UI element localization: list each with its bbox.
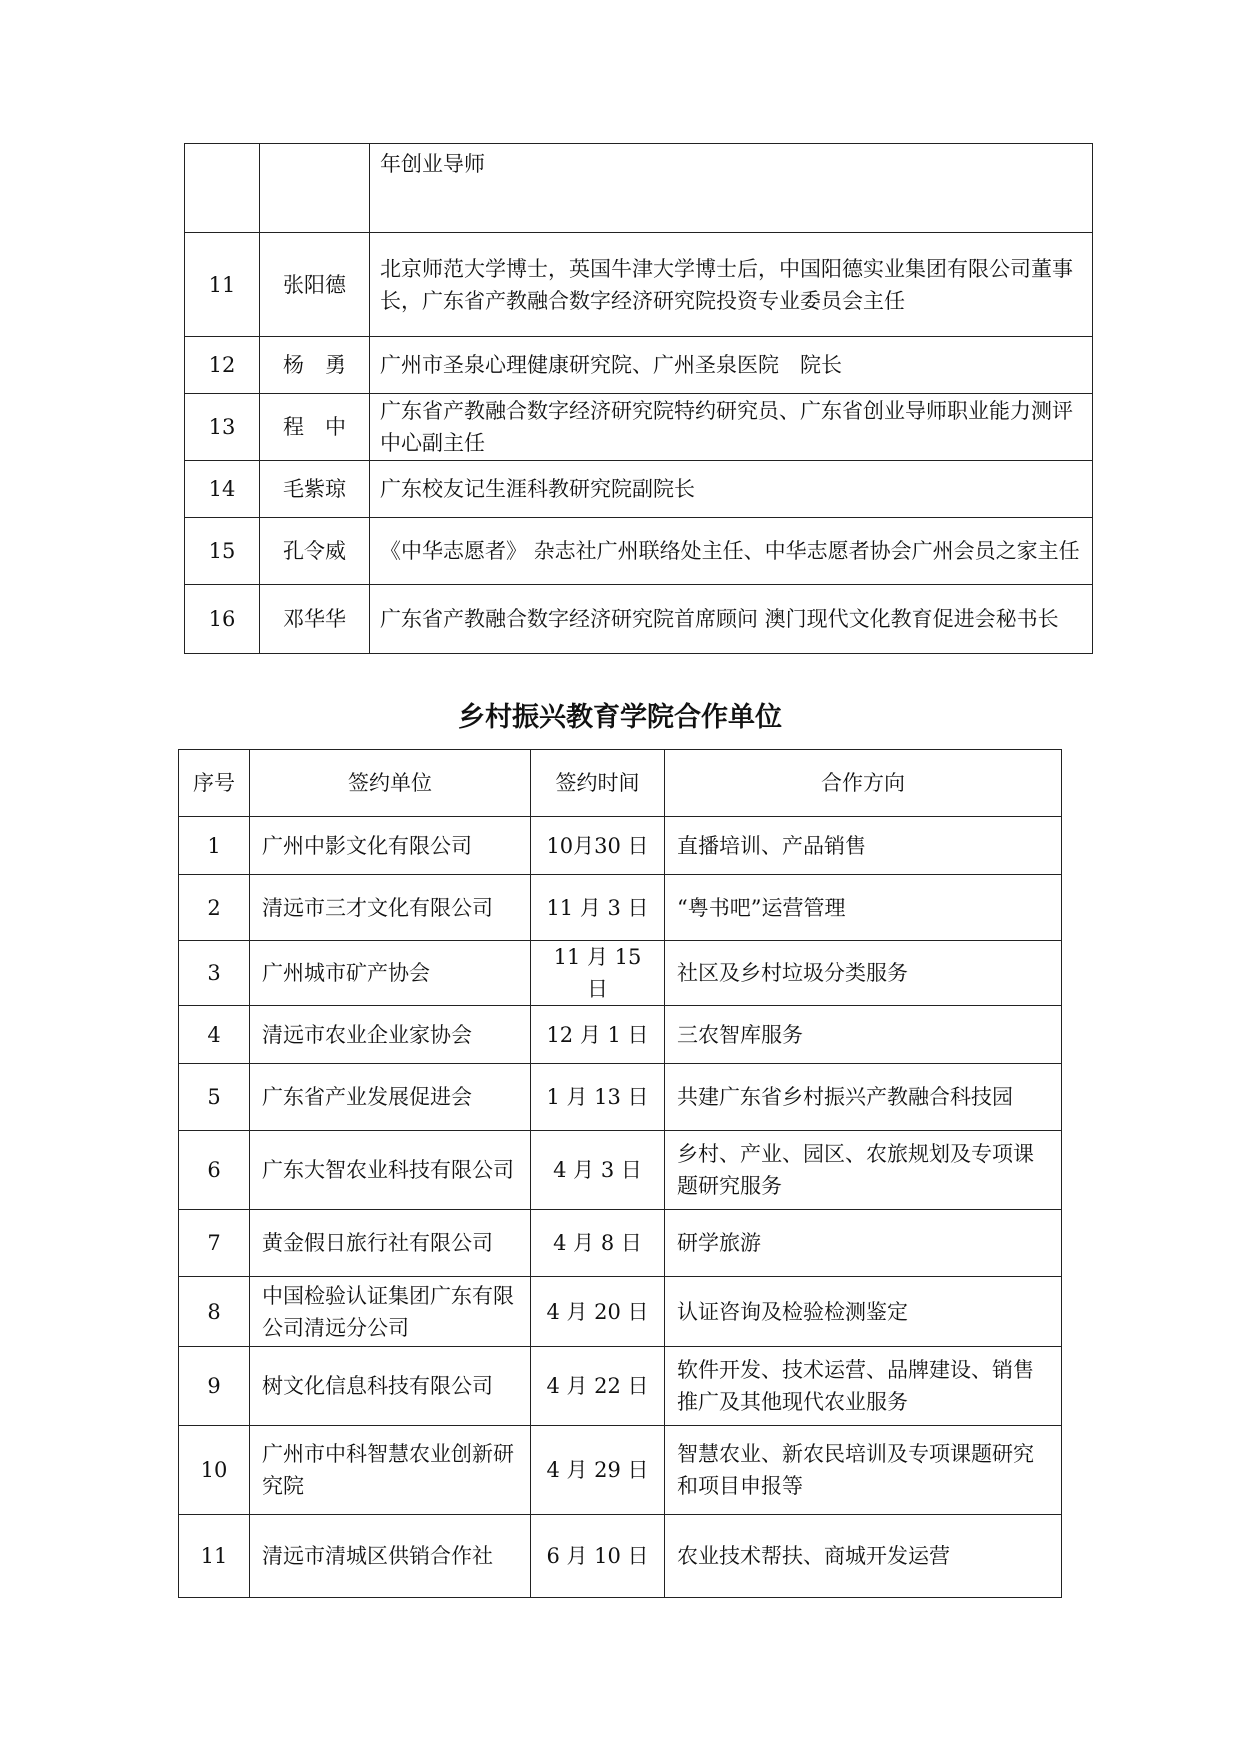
person-description: 北京师范大学博士，英国牛津大学博士后，中国阳德实业集团有限公司董事长，广东省产教融合数字经济研究院投资专业委员会主任 — [370, 233, 1093, 337]
cooperation-direction: 认证咨询及检验检测鉴定 — [665, 1277, 1062, 1347]
table-row — [185, 394, 1093, 461]
sign-date: 1 月 13 日 — [531, 1064, 665, 1131]
cooperation-direction: 社区及乡村垃圾分类服务 — [665, 941, 1062, 1006]
table-row — [185, 337, 1093, 394]
header-row — [179, 750, 1062, 817]
partner-unit: 中国检验认证集团广东有限公司清远分公司 — [250, 1277, 531, 1347]
partner-unit: 树文化信息科技有限公司 — [250, 1347, 531, 1426]
partner-unit: 广州市中科智慧农业创新研究院 — [250, 1426, 531, 1515]
table-row — [185, 144, 1093, 233]
partner-unit: 清远市清城区供销合作社 — [250, 1515, 531, 1598]
table-row — [179, 875, 1062, 941]
person-name: 毛紫琼 — [260, 461, 370, 518]
person-name: 程 中 — [260, 394, 370, 461]
row-number: 9 — [179, 1347, 250, 1426]
person-description: 年创业导师 — [370, 144, 1093, 233]
sign-date: 4 月 22 日 — [531, 1347, 665, 1426]
person-name: 杨 勇 — [260, 337, 370, 394]
row-number: 4 — [179, 1006, 250, 1064]
table-row — [185, 518, 1093, 585]
section-title: 乡村振兴教育学院合作单位 — [458, 702, 782, 733]
row-number: 11 — [179, 1515, 250, 1598]
cooperation-direction: 软件开发、技术运营、品牌建设、销售推广及其他现代农业服务 — [665, 1347, 1062, 1426]
sign-date: 4 月 20 日 — [531, 1277, 665, 1347]
row-number: 3 — [179, 941, 250, 1006]
sign-date: 10月30 日 — [531, 817, 665, 875]
sign-date: 11 月 3 日 — [531, 875, 665, 941]
table-row — [179, 1426, 1062, 1515]
person-description: 广州市圣泉心理健康研究院、广州圣泉医院 院长 — [370, 337, 1093, 394]
sign-date: 4 月 8 日 — [531, 1210, 665, 1277]
row-number: 2 — [179, 875, 250, 941]
table-row — [179, 1515, 1062, 1598]
sign-date: 6 月 10 日 — [531, 1515, 665, 1598]
person-description: 《中华志愿者》 杂志社广州联络处主任、中华志愿者协会广州会员之家主任 — [370, 518, 1093, 585]
row-number: 16 — [185, 585, 260, 654]
row-number: 12 — [185, 337, 260, 394]
partner-unit: 黄金假日旅行社有限公司 — [250, 1210, 531, 1277]
cooperation-direction: 三农智库服务 — [665, 1006, 1062, 1064]
table-row — [185, 461, 1093, 518]
sign-date: 4 月 3 日 — [531, 1131, 665, 1210]
person-name: 孔令威 — [260, 518, 370, 585]
table-row — [179, 1277, 1062, 1347]
partner-unit: 广州城市矿产协会 — [250, 941, 531, 1006]
header-unit: 签约单位 — [250, 750, 531, 817]
partner-unit: 广州中影文化有限公司 — [250, 817, 531, 875]
row-number: 1 — [179, 817, 250, 875]
table-row — [179, 1210, 1062, 1277]
row-number: 7 — [179, 1210, 250, 1277]
person-name — [260, 144, 370, 233]
row-number: 6 — [179, 1131, 250, 1210]
partner-unit: 广东大智农业科技有限公司 — [250, 1131, 531, 1210]
table-row — [179, 1347, 1062, 1426]
table-row — [179, 1131, 1062, 1210]
person-name: 邓华华 — [260, 585, 370, 654]
cooperation-direction: 共建广东省乡村振兴产教融合科技园 — [665, 1064, 1062, 1131]
person-description: 广东省产教融合数字经济研究院特约研究员、广东省创业导师职业能力测评中心副主任 — [370, 394, 1093, 461]
table-row — [185, 585, 1093, 654]
table-row — [179, 941, 1062, 1006]
person-description: 广东校友记生涯科教研究院副院长 — [370, 461, 1093, 518]
cooperation-direction: 研学旅游 — [665, 1210, 1062, 1277]
sign-date: 12 月 1 日 — [531, 1006, 665, 1064]
header-no: 序号 — [179, 750, 250, 817]
sign-date: 11 月 15 日 — [531, 941, 665, 1006]
row-number: 14 — [185, 461, 260, 518]
table-row — [179, 817, 1062, 875]
row-number: 8 — [179, 1277, 250, 1347]
advisors-table — [184, 143, 1093, 654]
row-number: 5 — [179, 1064, 250, 1131]
partner-unit: 清远市三才文化有限公司 — [250, 875, 531, 941]
header-direction: 合作方向 — [665, 750, 1062, 817]
partner-unit: 清远市农业企业家协会 — [250, 1006, 531, 1064]
cooperation-direction: 智慧农业、新农民培训及专项课题研究和项目申报等 — [665, 1426, 1062, 1515]
partners-table — [178, 749, 1062, 1598]
row-number: 13 — [185, 394, 260, 461]
partner-unit: 广东省产业发展促进会 — [250, 1064, 531, 1131]
row-number: 11 — [185, 233, 260, 337]
cooperation-direction: 乡村、产业、园区、农旅规划及专项课题研究服务 — [665, 1131, 1062, 1210]
cooperation-direction: “粤书吧”运营管理 — [665, 875, 1062, 941]
row-number: 10 — [179, 1426, 250, 1515]
header-date: 签约时间 — [531, 750, 665, 817]
person-description: 广东省产教融合数字经济研究院首席顾问 澳门现代文化教育促进会秘书长 — [370, 585, 1093, 654]
cooperation-direction: 农业技术帮扶、商城开发运营 — [665, 1515, 1062, 1598]
sign-date: 4 月 29 日 — [531, 1426, 665, 1515]
row-number: 15 — [185, 518, 260, 585]
row-number — [185, 144, 260, 233]
table-row — [179, 1006, 1062, 1064]
table-row — [185, 233, 1093, 337]
cooperation-direction: 直播培训、产品销售 — [665, 817, 1062, 875]
person-name: 张阳德 — [260, 233, 370, 337]
table-row — [179, 1064, 1062, 1131]
